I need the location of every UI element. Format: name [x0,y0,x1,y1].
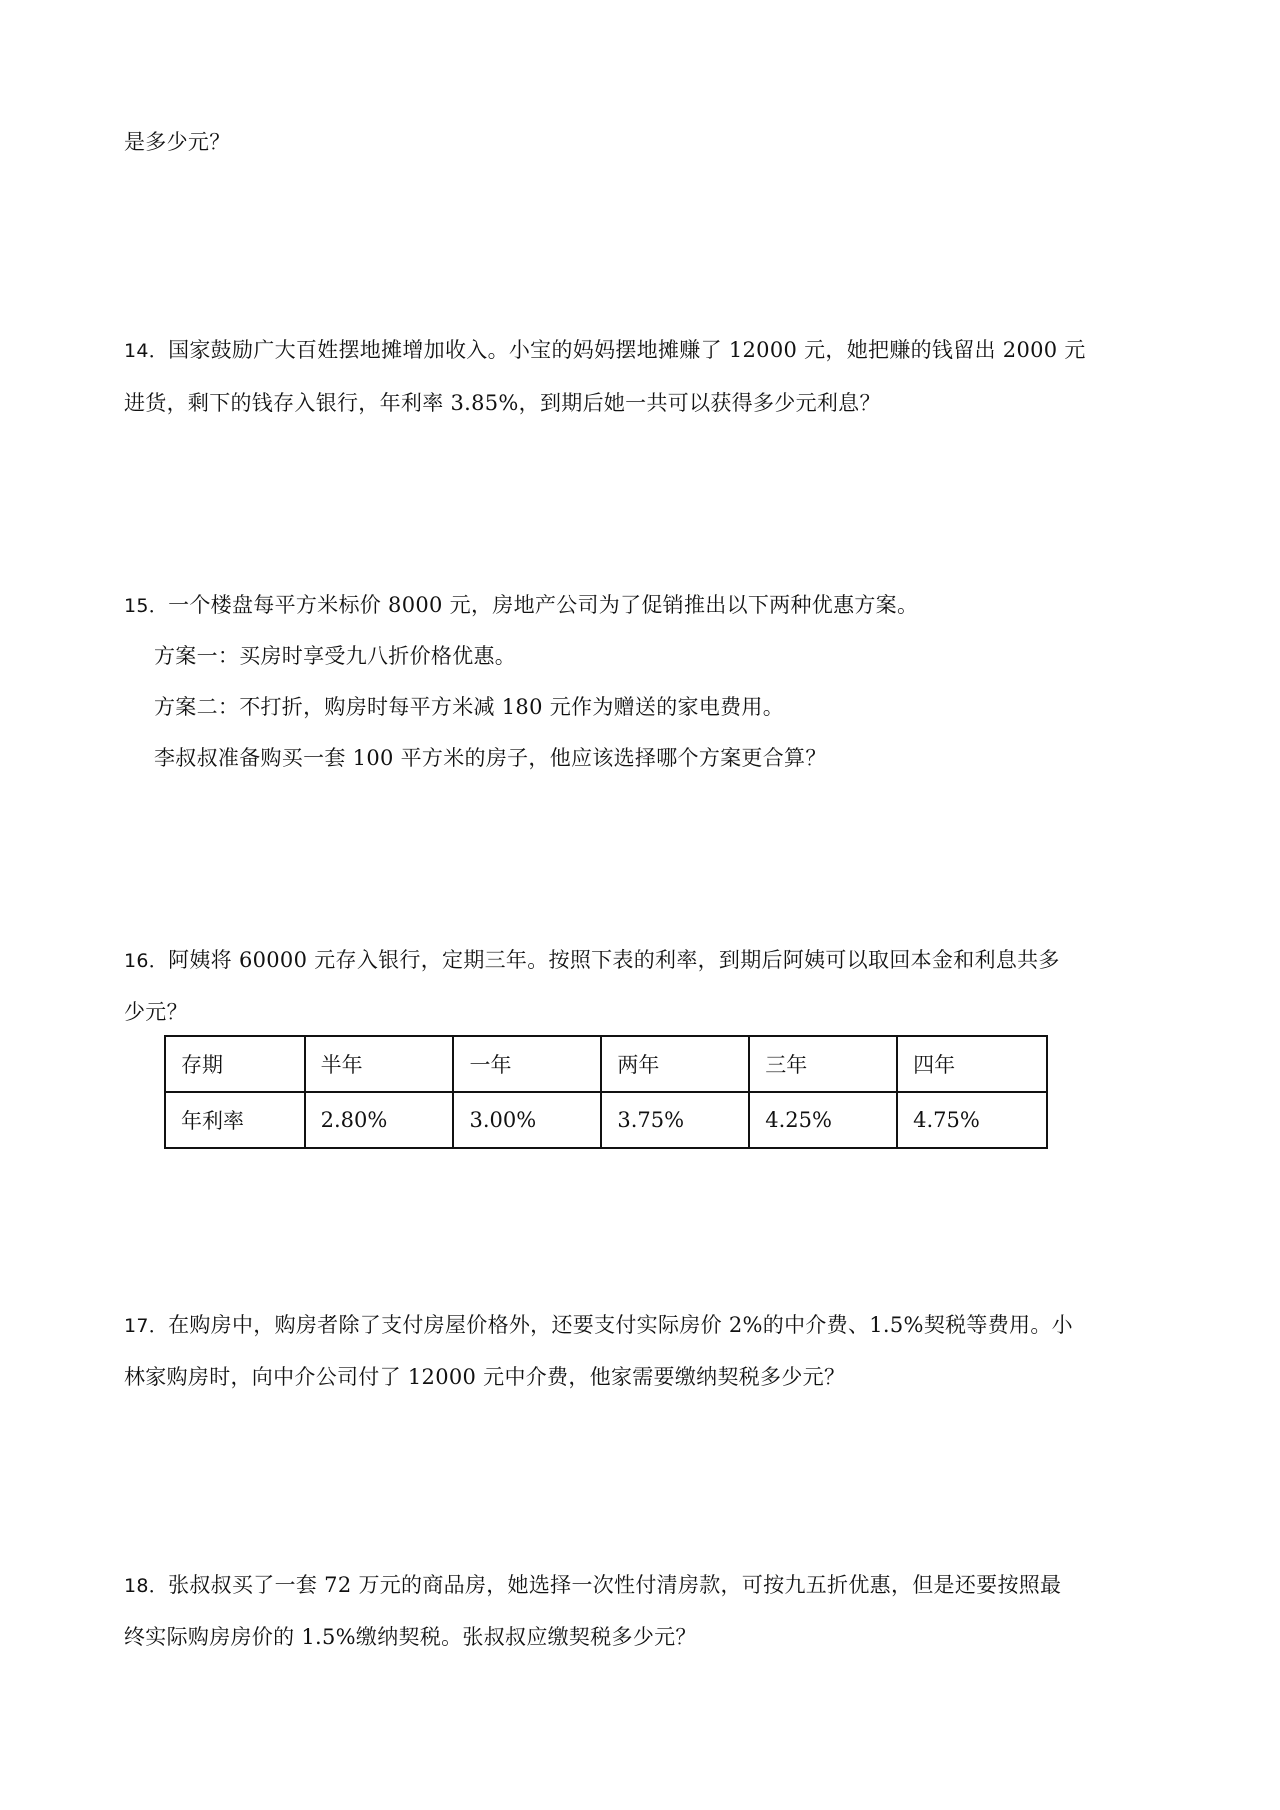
interest-rate-table [164,1035,1048,1149]
q18-number: 18． [124,1575,169,1597]
q18-line-1 [124,1570,1061,1601]
q16-text-2: 少元？ [124,1000,188,1024]
table-cell: 年利率 [165,1092,305,1148]
q15-question: 李叔叔准备购买一套 100 平方米的房子，他应该选择哪个方案更合算？ [154,746,827,770]
table-cell: 三年 [749,1036,897,1092]
q14-text-1: 国家鼓励广大百姓摆地摊增加收入。小宝的妈妈摆地摊赚了 12000 元，她把赚的钱留出 2000 元 [168,338,1086,362]
table-cell: 3.75% [601,1092,749,1148]
table-cell: 2.80% [305,1092,454,1148]
q13-continuation: 是多少元？ [124,130,231,154]
table-cell: 4.25% [749,1092,897,1148]
q15-text-1: 一个楼盘每平方米标价 8000 元，房地产公司为了促销推出以下两种优惠方案。 [168,593,919,617]
q15-number: 15． [124,595,169,617]
q14-number: 14． [124,340,169,362]
q18-text-1: 张叔叔买了一套 72 万元的商品房，她选择一次性付清房款，可按九五折优惠，但是还要按照最 [168,1573,1062,1597]
q16-line-1 [124,945,1060,976]
q17-text-1: 在购房中，购房者除了支付房屋价格外，还要支付实际房价 2%的中介费、1.5%契税等费用。小 [168,1313,1073,1337]
q16-number: 16． [124,950,169,972]
q18-text-2: 终实际购房房价的 1.5%缴纳契税。张叔叔应缴契税多少元？ [124,1625,697,1649]
table-cell: 半年 [305,1036,454,1092]
q17-text-2: 林家购房时，向中介公司付了 12000 元中介费，他家需要缴纳契税多少元？ [124,1365,846,1389]
table-row-header [165,1036,1047,1092]
q17-line-1 [124,1310,1073,1341]
q15-plan-one: 方案一：买房时享受九八折价格优惠。 [154,644,517,668]
table-cell: 四年 [897,1036,1047,1092]
q17-number: 17． [124,1315,169,1337]
table-cell: 一年 [453,1036,601,1092]
q16-text-1: 阿姨将 60000 元存入银行，定期三年。按照下表的利率，到期后阿姨可以取回本金和利息共多 [168,948,1060,972]
table-cell: 4.75% [897,1092,1047,1148]
q14-line-1 [124,335,1086,366]
table-cell: 存期 [165,1036,305,1092]
table-cell: 3.00% [453,1092,601,1148]
table-cell: 两年 [601,1036,749,1092]
q15-plan-two: 方案二：不打折，购房时每平方米减 180 元作为赠送的家电费用。 [154,695,785,719]
q14-text-2: 进货，剩下的钱存入银行，年利率 3.85%，到期后她一共可以获得多少元利息？ [124,391,881,415]
table-row-rates [165,1092,1047,1148]
q15-line-1 [124,590,918,621]
